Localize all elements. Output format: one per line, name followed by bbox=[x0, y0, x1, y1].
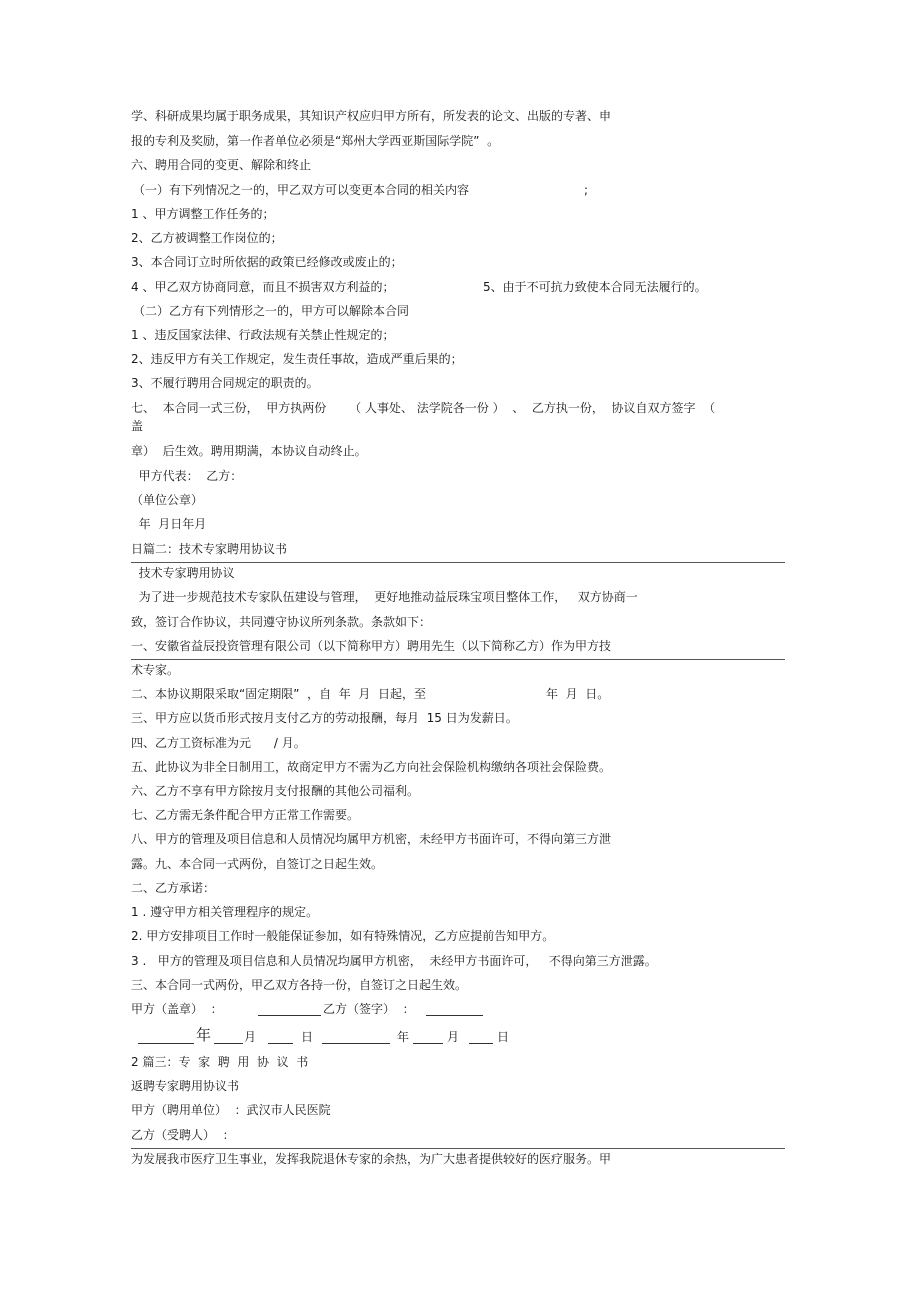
date-line: 月 bbox=[244, 1030, 257, 1044]
text-line: 七、 本合同一式三份， 甲方执两份 （ 人事处、 法学院各一份 ） 、 乙方执一份， 协议自双方签字 （ bbox=[131, 401, 716, 415]
text-line: 2. 甲方安排项目工作时一般能保证参加，如有特殊情况，乙方应提前告知甲方。 bbox=[131, 929, 555, 943]
text-line: （二）乙方有下列情形之一的，甲方可以解除本合同 bbox=[133, 304, 410, 318]
text-line: 三、甲方应以货币形式按月支付乙方的劳动报酬，每月 15 日为发薪日。 bbox=[131, 711, 518, 725]
text-line: 1 、违反国家法律、行政法规有关禁止性规定的； bbox=[131, 328, 395, 342]
text-line: 二、本协议期限采取“固定期限” ，自 年 月 日起，至 bbox=[131, 687, 426, 701]
text-line: 为了进一步规范技术专家队伍建设与管理， 更好地推动益辰珠宝项目整体工作， 双方协商一 bbox=[131, 590, 638, 604]
date-line: 月 bbox=[447, 1030, 460, 1044]
blank-line bbox=[214, 1043, 243, 1044]
text-line: 四、乙方工资标准为元 / 月。 bbox=[131, 736, 306, 750]
text-line: 2、乙方被调整工作岗位的； bbox=[131, 231, 283, 245]
text-line: 八、甲方的管理及项目信息和人员情况均属甲方机密，未经甲方书面许可，不得向第三方泄 bbox=[131, 832, 612, 846]
text-line: 为发展我市医疗卫生事业，发挥我院退休专家的余热，为广大患者提供较好的医疗服务。甲 bbox=[131, 1152, 612, 1166]
text-line: （一）有下列情况之一的，甲乙双方可以变更本合同的相关内容 bbox=[133, 183, 470, 197]
section-heading: 二、乙方承诺： bbox=[131, 881, 216, 895]
blank-line bbox=[413, 1043, 443, 1044]
text-line: 甲方（聘用单位） ：武汉市人民医院 bbox=[131, 1103, 331, 1117]
document-title: 返聘专家聘用协议书 bbox=[131, 1079, 240, 1093]
horizontal-rule bbox=[131, 1148, 785, 1149]
text-line: 1 、甲方调整工作任务的； bbox=[131, 207, 275, 221]
blank-line bbox=[426, 1015, 483, 1016]
signature-line: 甲方代表： 乙方： bbox=[131, 469, 243, 483]
horizontal-rule bbox=[131, 659, 785, 660]
date-line: 年 月日年月 bbox=[131, 517, 207, 531]
signature-line: 乙方（签字） ： bbox=[323, 1002, 415, 1016]
blank-line bbox=[322, 1043, 390, 1044]
date-line: 年 bbox=[397, 1030, 410, 1044]
text-line: 3、本合同订立时所依据的政策已经修改或废止的； bbox=[131, 255, 403, 269]
date-line: 日 bbox=[301, 1030, 314, 1044]
text-line: ; bbox=[584, 183, 589, 197]
text-line: 六、乙方不享有甲方除按月支付报酬的其他公司福利。 bbox=[131, 784, 420, 798]
text-line: 2、违反甲方有关工作规定，发生责任事故，造成严重后果的； bbox=[131, 352, 463, 366]
signature-line: （单位公章） bbox=[131, 493, 204, 507]
date-line: 日 bbox=[497, 1030, 510, 1044]
section-heading: 日篇二：技术专家聘用协议书 bbox=[131, 542, 288, 556]
text-line: 乙方（受聘人） ： bbox=[131, 1128, 235, 1142]
blank-line bbox=[469, 1043, 493, 1044]
text-line: 3 . 甲方的管理及项目信息和人员情况均属甲方机密， 未经甲方书面许可， 不得向第三方泄露。 bbox=[131, 954, 657, 968]
text-line: 露。九、本合同一式两份，自签订之日起生效。 bbox=[131, 857, 384, 871]
text-line: 5、由于不可抗力致使本合同无法履行的。 bbox=[483, 280, 707, 294]
date-line: 年 bbox=[196, 1026, 212, 1044]
blank-line bbox=[258, 1015, 321, 1016]
text-line: 报的专利及奖励，第一作者单位必须是“郑州大学西亚斯国际学院” 。 bbox=[131, 134, 500, 148]
text-line: 学、科研成果均属于职务成果，其知识产权应归甲方所有，所发表的论文、出版的专著、申 bbox=[131, 109, 612, 123]
blank-line bbox=[138, 1043, 194, 1044]
document-title: 技术专家聘用协议 bbox=[131, 566, 235, 580]
text-line: 1 . 遵守甲方相关管理程序的规定。 bbox=[131, 905, 319, 919]
text-line: 4 、甲乙双方协商同意，而且不损害双方利益的； bbox=[131, 280, 395, 294]
text-line: 年 月 日。 bbox=[546, 687, 610, 701]
text-line: 一、安徽省益辰投资管理有限公司（以下简称甲方）聘用先生（以下简称乙方）作为甲方技 bbox=[131, 639, 612, 653]
blank-line bbox=[268, 1043, 293, 1044]
text-line: 术专家。 bbox=[131, 663, 180, 677]
signature-line: 甲方（盖章） ： bbox=[131, 1002, 223, 1016]
text-line: 七、乙方需无条件配合甲方正常工作需要。 bbox=[131, 808, 360, 822]
text-line: 五、此协议为非全日制用工，故商定甲方不需为乙方向社会保险机构缴纳各项社会保险费。 bbox=[131, 760, 612, 774]
section-heading: 2 篇三：专 家 聘 用 协 议 书 bbox=[131, 1055, 309, 1069]
section-heading: 六、聘用合同的变更、解除和终止 bbox=[131, 158, 312, 172]
text-line: 3、不履行聘用合同规定的职责的。 bbox=[131, 376, 319, 390]
text-line: 三、本合同一式两份，甲乙双方各持一份，自签订之日起生效。 bbox=[131, 978, 468, 992]
text-line: 盖 bbox=[131, 419, 144, 433]
horizontal-rule bbox=[131, 562, 785, 563]
text-line: 章） 后生效。聘用期满，本协议自动终止。 bbox=[131, 444, 367, 458]
text-line: 致，签订合作协议，共同遵守协议所列条款。条款如下： bbox=[131, 615, 432, 629]
